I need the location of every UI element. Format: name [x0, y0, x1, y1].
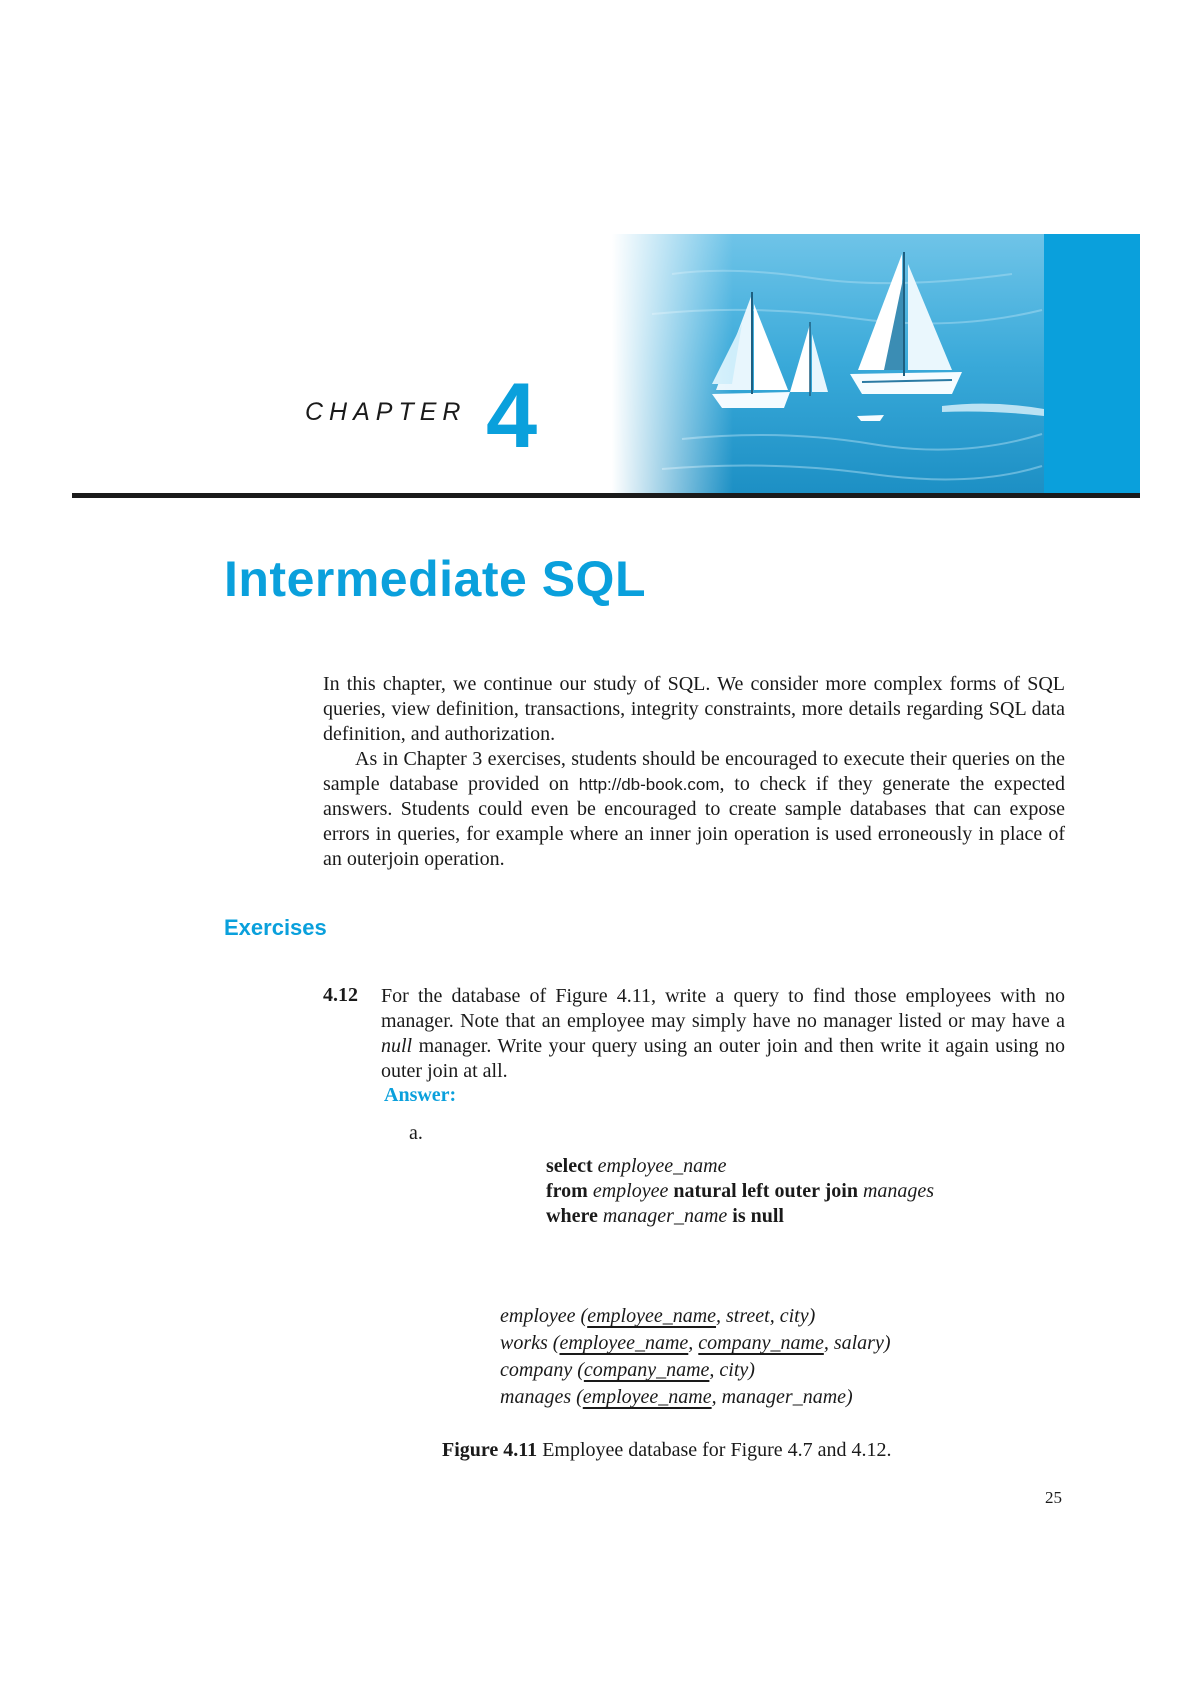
sql-identifier: manages [862, 1180, 935, 1202]
primary-key: company_name [698, 1332, 824, 1354]
primary-key: employee_name [559, 1332, 689, 1354]
figure-label: Figure 4.11 [442, 1439, 538, 1461]
schema-company: company (company_name, city) [500, 1359, 755, 1381]
sql-query [546, 1154, 934, 1229]
schema-employee: employee (employee_name, street, city) [500, 1305, 816, 1327]
exercise-text-b: manager. Write your query using an outer join and then write it again using no outer join at all. [381, 1035, 1065, 1082]
sql-line-1 [546, 1154, 934, 1179]
exercise-question [381, 984, 1065, 1084]
primary-key: employee_name [582, 1386, 712, 1408]
intro-p2-text-b: , to check if they generate the expected answers. Students could even be encouraged to create sample databases that can expose errors in queries, for example where an inner join operation is used erroneously in place of an outerjoin operation. [323, 773, 1066, 870]
intro-paragraph-1: In this chapter, we continue our study of SQL. We consider more complex forms of SQL queries, view definition, transactions, integrity constraints, more details regarding SQL data definition, and authorization. [323, 673, 1065, 745]
chapter-number: 4 [486, 365, 538, 467]
sql-keyword: is null [732, 1205, 784, 1227]
schema-works: works (employee_name, company_name, salary) [500, 1332, 891, 1354]
relation-name: works [500, 1332, 548, 1354]
intro-section [323, 672, 1065, 872]
relation-name: employee [500, 1305, 576, 1327]
exercise-text [381, 984, 1065, 1084]
intro-p2-text-a: As in Chapter 3 exercises, students should be encouraged to execute their queries on the sample database provided on [323, 748, 1065, 795]
relation-name: manages [500, 1386, 572, 1408]
attributes: , salary) [823, 1332, 891, 1354]
chapter-label: CHAPTER [305, 398, 467, 426]
attributes: , city) [709, 1359, 755, 1381]
sql-identifier: manager_name [602, 1205, 728, 1227]
attributes: , street, city) [716, 1305, 816, 1327]
sql-line-3 [546, 1204, 934, 1229]
relation-name: company [500, 1359, 573, 1381]
sql-keyword: from [546, 1180, 588, 1202]
intro-paragraph-2 [323, 747, 1065, 872]
sailboats-photo [612, 234, 1044, 496]
chapter-title: Intermediate SQL [224, 551, 646, 607]
sql-identifier: employee_name [597, 1155, 727, 1177]
figure-caption-text: Employee database for Figure 4.7 and 4.12. [537, 1439, 892, 1461]
exercise-null: null [381, 1035, 413, 1057]
sql-keyword: select [546, 1155, 593, 1177]
sql-keyword: where [546, 1205, 598, 1227]
header-rule [72, 493, 1140, 498]
exercises-heading: Exercises [224, 915, 327, 940]
sql-keyword: natural left outer join [673, 1180, 858, 1202]
answer-label: Answer: [384, 1084, 457, 1106]
attributes: , manager_name) [711, 1386, 853, 1408]
sql-line-2 [546, 1179, 934, 1204]
sql-identifier: employee [592, 1180, 669, 1202]
db-book-link[interactable]: http://db-book.com [578, 775, 720, 794]
schema-figure [500, 1303, 891, 1411]
figure-caption [442, 1439, 892, 1462]
primary-key: company_name [583, 1359, 710, 1381]
primary-key: employee_name [587, 1305, 717, 1327]
exercise-text-a: For the database of Figure 4.11, write a query to find those employees with no manager. Note that an employee may simply have no manager listed or may have a [381, 985, 1065, 1032]
page-number: 25 [1045, 1488, 1062, 1507]
answer-part-a: a. [409, 1122, 423, 1144]
exercise-number: 4.12 [323, 984, 358, 1006]
schema-manages: manages (employee_name, manager_name) [500, 1386, 853, 1408]
header-accent-bar [1044, 234, 1140, 496]
